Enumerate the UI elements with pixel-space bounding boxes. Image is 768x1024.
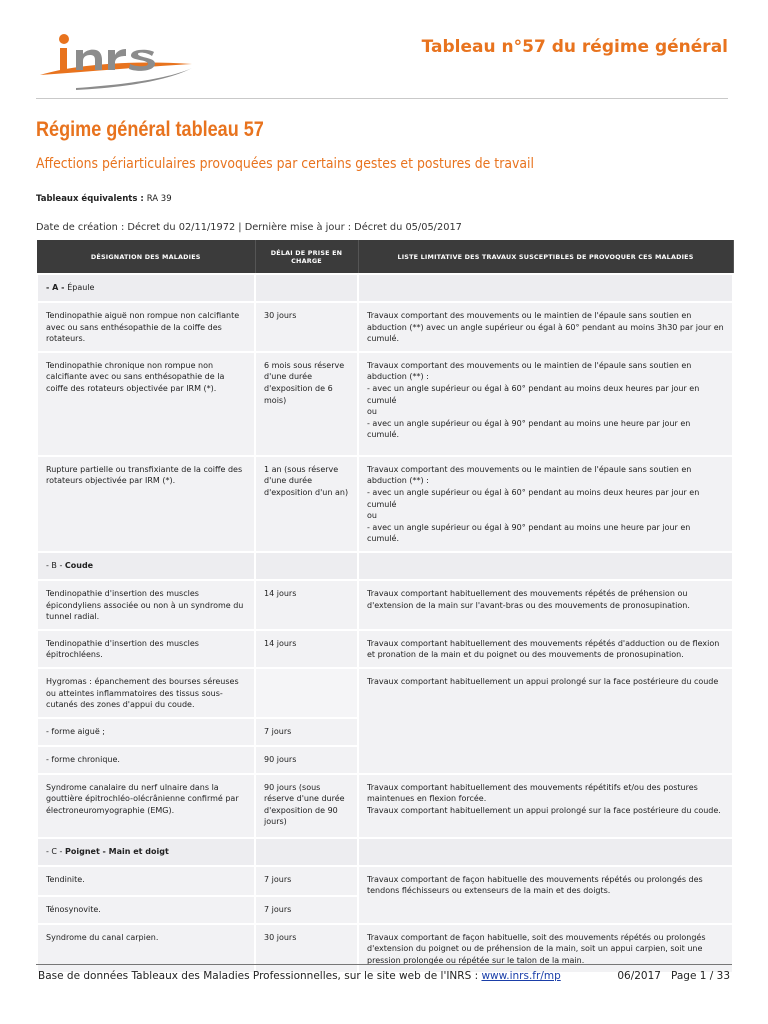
works-cell: Travaux comportant habituellement un appui prolongé sur la face postérieure du coude bbox=[358, 668, 733, 774]
footer-meta bbox=[617, 970, 730, 982]
works-line: - avec un angle supérieur ou égal à 60° pendant au moins deux heures par jour en cumulé bbox=[367, 383, 700, 405]
section-name: Coude bbox=[64, 560, 94, 570]
table-row bbox=[37, 774, 733, 838]
disease-cell: Ténosynovite. bbox=[37, 896, 255, 924]
equivalent-tables-value: RA 39 bbox=[146, 194, 172, 204]
works-cell: Travaux comportant de façon habituelle des mouvements répétés ou prolongés des tendons fléchisseurs ou extenseurs de la main et des doigts. bbox=[358, 866, 733, 924]
delay-cell: 14 jours bbox=[255, 580, 358, 630]
page-header bbox=[0, 0, 768, 100]
disease-cell: - forme aiguë ; bbox=[37, 718, 255, 746]
section-row-shoulder bbox=[37, 274, 733, 302]
footer-source bbox=[38, 970, 561, 982]
disease-cell: Tendinopathie chronique non rompue non calcifiante avec ou sans enthésopathie de la coiffe des rotateurs objectivée par IRM (*). bbox=[37, 352, 255, 456]
table-row bbox=[37, 668, 733, 718]
works-line: Travaux comportant habituellement des mouvements répétitifs et/ou des postures maintenues en flexion forcée. bbox=[367, 782, 698, 804]
works-line: ou bbox=[367, 407, 377, 417]
column-header-works: LISTE LIMITATIVE DES TRAVAUX SUSCEPTIBLES DE PROVOQUER CES MALADIES bbox=[358, 240, 733, 274]
footer-divider bbox=[36, 964, 732, 965]
works-cell: Travaux comportant de façon habituelle, soit des mouvements répétés ou prolongés d'extension du poignet ou de préhension de la main, soit un appui carpien, soit une pression prolongée ou répétée sur le talon de la main. bbox=[358, 924, 733, 974]
section-prefix: - B - bbox=[46, 560, 65, 570]
header-divider bbox=[36, 98, 728, 99]
document-title: Tableau n°57 du régime général bbox=[421, 37, 728, 57]
disease-cell: Hygromas : épanchement des bourses séreuses ou atteintes inflammatoires des tissus sous-cutanés des zones d'appui du coude. bbox=[37, 668, 255, 718]
disease-cell: Tendinite. bbox=[37, 866, 255, 896]
disease-cell: Syndrome canalaire du nerf ulnaire dans la gouttière épitrochléo-olécrânienne confirmé par électroneuromyographie (EMG). bbox=[37, 774, 255, 838]
section-prefix: - A - bbox=[46, 283, 68, 292]
empty-cell bbox=[255, 274, 358, 302]
delay-cell: 1 an (sous réserve d'une durée d'exposition d'un an) bbox=[255, 456, 358, 552]
delay-cell: 6 mois sous réserve d'une durée d'exposition de 6 mois) bbox=[255, 352, 358, 456]
section-name: Épaule bbox=[67, 283, 95, 292]
creation-update-dates: Date de création : Décret du 02/11/1972 | Dernière mise à jour : Décret du 05/05/2017 bbox=[36, 222, 462, 233]
disease-cell: - forme chronique. bbox=[37, 746, 255, 774]
empty-cell bbox=[358, 274, 733, 302]
table-header-row bbox=[37, 240, 733, 274]
footer-date: 06/2017 bbox=[617, 970, 661, 982]
works-line: Travaux comportant habituellement un appui prolongé sur la face postérieure du coude. bbox=[367, 805, 721, 815]
works-cell bbox=[358, 352, 733, 456]
delay-cell: 30 jours bbox=[255, 924, 358, 974]
table-row bbox=[37, 924, 733, 974]
table-row bbox=[37, 456, 733, 552]
delay-cell: 7 jours bbox=[255, 896, 358, 924]
works-line: Travaux comportant des mouvements ou le maintien de l'épaule sans soutien en abduction (**) : bbox=[367, 464, 692, 486]
page-number: Page 1 / 33 bbox=[670, 970, 730, 982]
section-name: Poignet - Main et doigt bbox=[65, 846, 169, 856]
equivalent-tables-label: Tableaux équivalents : bbox=[36, 194, 147, 204]
section-label bbox=[37, 274, 255, 302]
page-subtitle: Affections périarticulaires provoquées par certains gestes et postures de travail bbox=[36, 156, 534, 172]
works-cell: Travaux comportant habituellement des mouvements répétés d'adduction ou de flexion et pronation de la main et du poignet ou des mouvements de pronosupination. bbox=[358, 630, 733, 668]
table-row bbox=[37, 580, 733, 630]
delay-cell bbox=[255, 668, 358, 718]
disease-cell: Rupture partielle ou transfixiante de la coiffe des rotateurs objectivée par IRM (*). bbox=[37, 456, 255, 552]
empty-cell bbox=[255, 838, 358, 866]
disease-cell: Tendinopathie aiguë non rompue non calcifiante avec ou sans enthésopathie de la coiffe des rotateurs. bbox=[37, 302, 255, 352]
delay-cell: 7 jours bbox=[255, 866, 358, 896]
works-line: - avec un angle supérieur ou égal à 90° pendant au moins une heure par jour en cumulé. bbox=[367, 522, 691, 544]
works-cell: Travaux comportant habituellement des mouvements répétés de préhension ou d'extension de la main sur l'avant-bras ou des mouvements de pronosupination. bbox=[358, 580, 733, 630]
equivalent-tables bbox=[36, 194, 172, 204]
table-row bbox=[37, 302, 733, 352]
delay-cell: 30 jours bbox=[255, 302, 358, 352]
section-row-wrist-hand bbox=[37, 838, 733, 866]
table-row bbox=[37, 866, 733, 896]
inrs-mp-link[interactable]: www.inrs.fr/mp bbox=[481, 970, 561, 982]
column-header-delay: DÉLAI DE PRISE EN CHARGE bbox=[255, 240, 358, 274]
works-line: Travaux comportant des mouvements ou le maintien de l'épaule sans soutien en abduction (**) : bbox=[367, 360, 692, 382]
inrs-logo bbox=[36, 30, 196, 92]
works-line: ou bbox=[367, 511, 377, 521]
empty-cell bbox=[358, 838, 733, 866]
works-cell bbox=[358, 456, 733, 552]
disease-cell: Syndrome du canal carpien. bbox=[37, 924, 255, 974]
works-line: - avec un angle supérieur ou égal à 60° pendant au moins deux heures par jour en cumulé bbox=[367, 487, 700, 509]
delay-cell: 14 jours bbox=[255, 630, 358, 668]
delay-cell: 90 jours bbox=[255, 746, 358, 774]
disease-cell: Tendinopathie d'insertion des muscles épicondyliens associée ou non à un syndrome du tunnel radial. bbox=[37, 580, 255, 630]
table-row bbox=[37, 352, 733, 456]
empty-cell bbox=[255, 552, 358, 580]
diseases-table bbox=[36, 240, 734, 974]
section-row-elbow bbox=[37, 552, 733, 580]
section-prefix: - C - bbox=[46, 846, 65, 856]
disease-cell: Tendinopathie d'insertion des muscles épitrochléens. bbox=[37, 630, 255, 668]
page-title: Régime général tableau 57 bbox=[36, 118, 264, 141]
footer-text: Base de données Tableaux des Maladies Professionnelles, sur le site web de l'INRS : bbox=[38, 970, 482, 982]
column-header-diseases: DÉSIGNATION DES MALADIES bbox=[37, 240, 255, 274]
section-label bbox=[37, 838, 255, 866]
delay-cell: 7 jours bbox=[255, 718, 358, 746]
delay-cell: 90 jours (sous réserve d'une durée d'exposition de 90 jours) bbox=[255, 774, 358, 838]
works-line: - avec un angle supérieur ou égal à 90° pendant au moins une heure par jour en cumulé. bbox=[367, 418, 691, 440]
works-cell: Travaux comportant des mouvements ou le maintien de l'épaule sans soutien en abduction (**) avec un angle supérieur ou égal à 60° pendant au moins 3h30 par jour en cumulé. bbox=[358, 302, 733, 352]
section-label bbox=[37, 552, 255, 580]
table-row bbox=[37, 630, 733, 668]
empty-cell bbox=[358, 552, 733, 580]
works-cell bbox=[358, 774, 733, 838]
